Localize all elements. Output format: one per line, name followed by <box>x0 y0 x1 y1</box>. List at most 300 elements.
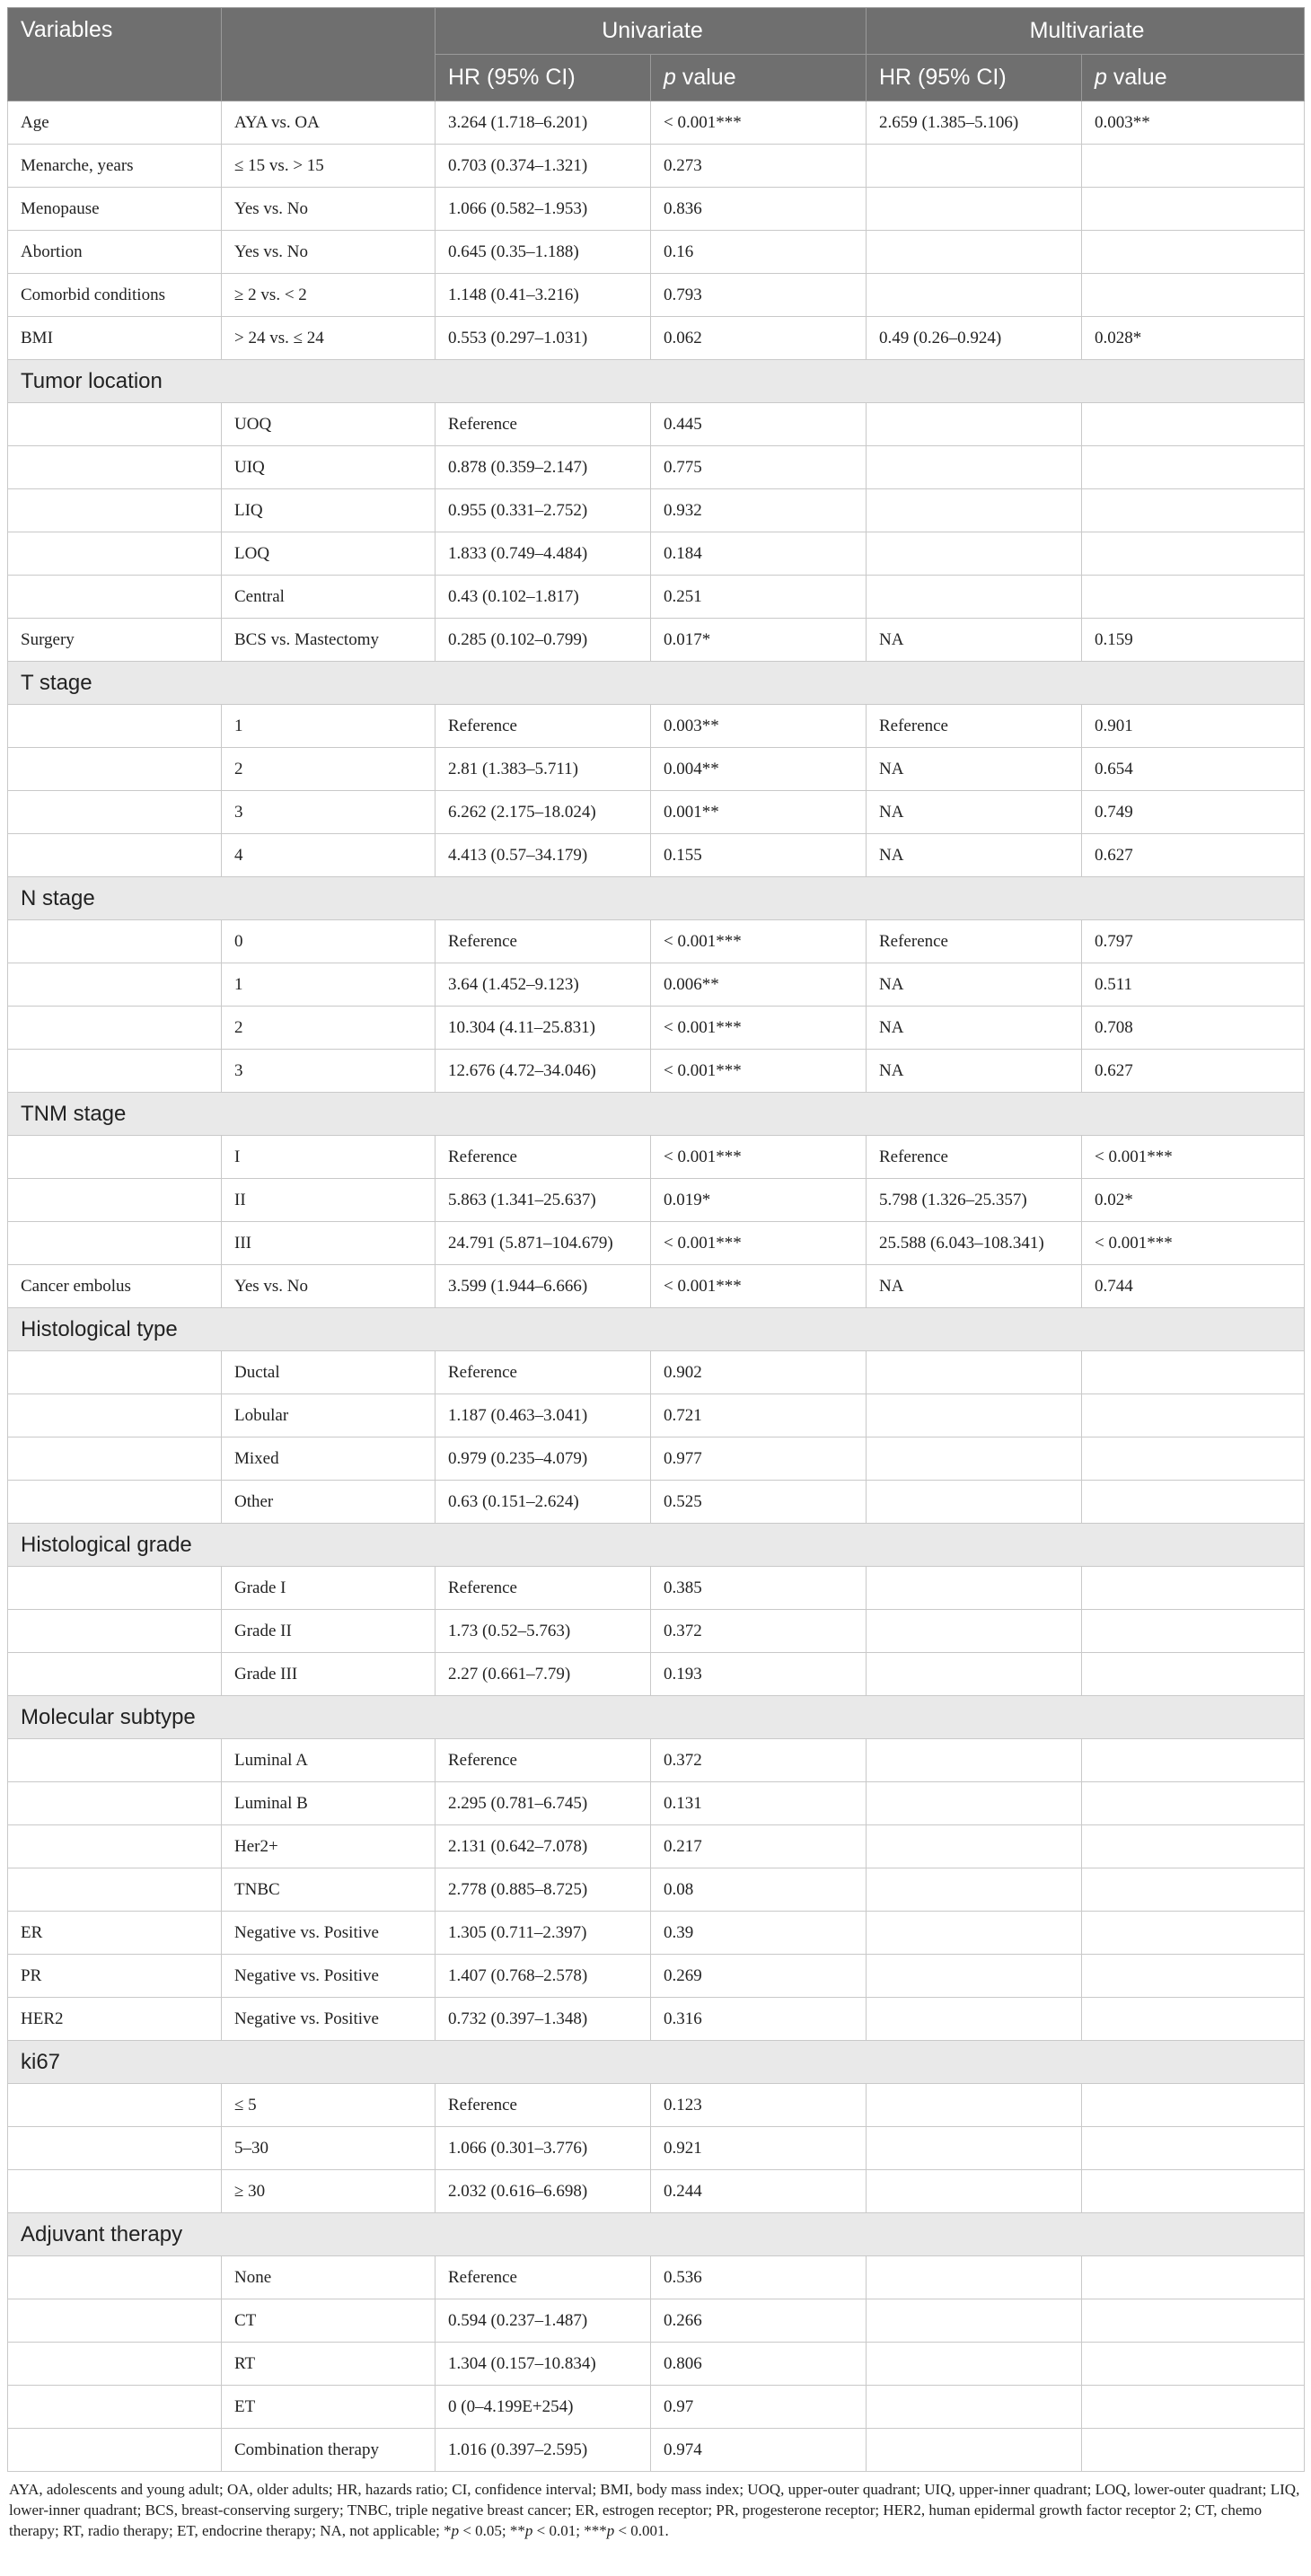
cell-variable: Surgery <box>8 619 222 662</box>
cell-comparison: BCS vs. Mastectomy <box>222 619 436 662</box>
cell-multivariate-p <box>1082 532 1305 576</box>
cell-multivariate-hr <box>867 188 1082 231</box>
cell-comparison: ≥ 2 vs. < 2 <box>222 274 436 317</box>
cell-multivariate-p <box>1082 2299 1305 2343</box>
cell-multivariate-hr <box>867 532 1082 576</box>
table-row <box>8 2343 1305 2386</box>
cell-univariate-p: 0.184 <box>651 532 867 576</box>
cell-variable <box>8 1136 222 1179</box>
cell-univariate-hr: Reference <box>436 1351 651 1394</box>
table-footnote <box>7 2472 1304 2541</box>
cell-multivariate-hr <box>867 446 1082 489</box>
cell-univariate-p: 0.97 <box>651 2386 867 2429</box>
cell-comparison: 3 <box>222 791 436 834</box>
cell-multivariate-p <box>1082 2127 1305 2170</box>
cell-multivariate-p <box>1082 2429 1305 2472</box>
cell-univariate-hr: 0.553 (0.297–1.031) <box>436 317 651 360</box>
cell-variable: Comorbid conditions <box>8 274 222 317</box>
cell-comparison: 1 <box>222 963 436 1007</box>
cell-univariate-p: 0.372 <box>651 1739 867 1782</box>
cell-multivariate-p <box>1082 2256 1305 2299</box>
cell-univariate-hr: 3.64 (1.452–9.123) <box>436 963 651 1007</box>
table-row <box>8 1653 1305 1696</box>
cell-univariate-p: < 0.001*** <box>651 1007 867 1050</box>
section-row <box>8 877 1305 920</box>
table-row <box>8 532 1305 576</box>
table-row <box>8 1222 1305 1265</box>
cell-multivariate-hr: NA <box>867 834 1082 877</box>
section-label: Molecular subtype <box>8 1696 1305 1739</box>
cell-comparison: Negative vs. Positive <box>222 1955 436 1998</box>
cell-univariate-hr: 1.304 (0.157–10.834) <box>436 2343 651 2386</box>
cell-univariate-p: 0.806 <box>651 2343 867 2386</box>
cell-variable <box>8 834 222 877</box>
cell-comparison: Mixed <box>222 1437 436 1481</box>
cell-multivariate-p <box>1082 145 1305 188</box>
cell-comparison: RT <box>222 2343 436 2386</box>
results-table-container <box>7 7 1304 2541</box>
section-row <box>8 1308 1305 1351</box>
cell-univariate-p: < 0.001*** <box>651 1050 867 1093</box>
cell-univariate-p: 0.273 <box>651 145 867 188</box>
cell-univariate-p: 0.251 <box>651 576 867 619</box>
cell-univariate-hr: 1.066 (0.582–1.953) <box>436 188 651 231</box>
cell-univariate-hr: Reference <box>436 2256 651 2299</box>
cell-multivariate-hr: NA <box>867 619 1082 662</box>
cell-variable <box>8 1007 222 1050</box>
cell-multivariate-hr <box>867 2299 1082 2343</box>
cell-multivariate-p: 0.003** <box>1082 101 1305 145</box>
cell-univariate-p: 0.155 <box>651 834 867 877</box>
cell-multivariate-p: 0.654 <box>1082 748 1305 791</box>
cell-univariate-hr: 2.295 (0.781–6.745) <box>436 1782 651 1825</box>
cell-univariate-p: 0.017* <box>651 619 867 662</box>
section-label: T stage <box>8 662 1305 705</box>
cell-comparison: Grade II <box>222 1610 436 1653</box>
cell-variable <box>8 1179 222 1222</box>
cell-variable: Cancer embolus <box>8 1265 222 1308</box>
cell-comparison: 3 <box>222 1050 436 1093</box>
cell-variable <box>8 1610 222 1653</box>
cell-univariate-hr: 1.73 (0.52–5.763) <box>436 1610 651 1653</box>
table-row <box>8 1437 1305 1481</box>
cell-multivariate-p <box>1082 489 1305 532</box>
table-row <box>8 963 1305 1007</box>
cell-multivariate-p: < 0.001*** <box>1082 1222 1305 1265</box>
cell-multivariate-p <box>1082 1955 1305 1998</box>
cell-variable <box>8 2170 222 2213</box>
table-row <box>8 1868 1305 1912</box>
table-row <box>8 705 1305 748</box>
section-label: Adjuvant therapy <box>8 2213 1305 2256</box>
cell-univariate-p: 0.217 <box>651 1825 867 1868</box>
section-label: TNM stage <box>8 1093 1305 1136</box>
cell-comparison: TNBC <box>222 1868 436 1912</box>
cell-univariate-p: 0.004** <box>651 748 867 791</box>
footnote-sig1-text: < 0.05; <box>459 2522 510 2539</box>
table-row <box>8 1998 1305 2041</box>
cell-multivariate-p: 0.028* <box>1082 317 1305 360</box>
cell-comparison: I <box>222 1136 436 1179</box>
section-row <box>8 360 1305 403</box>
cell-comparison: None <box>222 2256 436 2299</box>
cell-multivariate-p <box>1082 188 1305 231</box>
cell-variable <box>8 2429 222 2472</box>
table-row <box>8 576 1305 619</box>
cell-comparison: Her2+ <box>222 1825 436 1868</box>
cell-comparison: LOQ <box>222 532 436 576</box>
cell-univariate-hr: 0 (0–4.199E+254) <box>436 2386 651 2429</box>
cell-univariate-p: 0.244 <box>651 2170 867 2213</box>
cell-univariate-p: 0.003** <box>651 705 867 748</box>
cell-univariate-hr: Reference <box>436 2084 651 2127</box>
cell-multivariate-hr <box>867 2256 1082 2299</box>
table-row <box>8 619 1305 662</box>
cell-univariate-p: 0.16 <box>651 231 867 274</box>
cell-univariate-hr: 2.778 (0.885–8.725) <box>436 1868 651 1912</box>
footnote-p-letter: p <box>524 2522 533 2539</box>
cell-variable <box>8 1222 222 1265</box>
cell-variable <box>8 446 222 489</box>
cell-univariate-hr: 4.413 (0.57–34.179) <box>436 834 651 877</box>
cell-univariate-p: 0.721 <box>651 1394 867 1437</box>
section-row <box>8 1696 1305 1739</box>
cell-univariate-p: 0.08 <box>651 1868 867 1912</box>
cell-variable <box>8 2343 222 2386</box>
cell-univariate-p: 0.525 <box>651 1481 867 1524</box>
cell-univariate-hr: 3.264 (1.718–6.201) <box>436 101 651 145</box>
cell-univariate-p: 0.932 <box>651 489 867 532</box>
cell-univariate-hr: Reference <box>436 403 651 446</box>
cell-univariate-p: 0.131 <box>651 1782 867 1825</box>
cell-variable <box>8 1050 222 1093</box>
table-row <box>8 1481 1305 1524</box>
cell-variable <box>8 1653 222 1696</box>
cell-multivariate-p <box>1082 1351 1305 1394</box>
footnote-p-letter: p <box>451 2522 460 2539</box>
cell-multivariate-hr: 0.49 (0.26–0.924) <box>867 317 1082 360</box>
cell-univariate-p: 0.001** <box>651 791 867 834</box>
cell-multivariate-p <box>1082 1653 1305 1696</box>
cell-multivariate-p <box>1082 1825 1305 1868</box>
cell-multivariate-hr <box>867 2170 1082 2213</box>
cell-multivariate-p: 0.749 <box>1082 791 1305 834</box>
cell-univariate-p: < 0.001*** <box>651 1136 867 1179</box>
cell-variable: Abortion <box>8 231 222 274</box>
cell-multivariate-hr <box>867 145 1082 188</box>
cell-comparison: UIQ <box>222 446 436 489</box>
header-univariate-p <box>651 55 867 101</box>
table-row <box>8 1351 1305 1394</box>
cell-comparison: CT <box>222 2299 436 2343</box>
cell-multivariate-hr <box>867 2127 1082 2170</box>
table-row <box>8 1136 1305 1179</box>
table-row <box>8 1739 1305 1782</box>
table-row <box>8 1610 1305 1653</box>
table-row <box>8 748 1305 791</box>
section-row <box>8 1524 1305 1567</box>
cell-variable <box>8 532 222 576</box>
cell-univariate-hr: 0.594 (0.237–1.487) <box>436 2299 651 2343</box>
cell-comparison: 2 <box>222 748 436 791</box>
cell-variable <box>8 1567 222 1610</box>
cell-univariate-p: 0.316 <box>651 1998 867 2041</box>
table-row <box>8 1955 1305 1998</box>
table-row <box>8 403 1305 446</box>
cell-multivariate-p: 0.159 <box>1082 619 1305 662</box>
section-row <box>8 2041 1305 2084</box>
cell-univariate-hr: 1.148 (0.41–3.216) <box>436 274 651 317</box>
cell-univariate-p: 0.269 <box>651 1955 867 1998</box>
table-row <box>8 791 1305 834</box>
cell-variable <box>8 791 222 834</box>
header-comparison <box>222 8 436 101</box>
section-row <box>8 662 1305 705</box>
cell-univariate-p: 0.836 <box>651 188 867 231</box>
table-row <box>8 2170 1305 2213</box>
cell-multivariate-hr: Reference <box>867 705 1082 748</box>
cell-comparison: Yes vs. No <box>222 1265 436 1308</box>
cell-variable <box>8 1825 222 1868</box>
cell-multivariate-p <box>1082 1394 1305 1437</box>
section-label: Tumor location <box>8 360 1305 403</box>
table-row <box>8 2386 1305 2429</box>
footnote-sig2-text: < 0.01; <box>532 2522 585 2539</box>
table-row <box>8 1007 1305 1050</box>
cell-comparison: Grade I <box>222 1567 436 1610</box>
table-header <box>8 8 1305 101</box>
p-letter: p <box>664 65 676 90</box>
cell-univariate-p: 0.266 <box>651 2299 867 2343</box>
cell-multivariate-p <box>1082 2170 1305 2213</box>
table-row <box>8 2429 1305 2472</box>
table-row <box>8 2299 1305 2343</box>
cell-variable: Menarche, years <box>8 145 222 188</box>
cell-comparison: Negative vs. Positive <box>222 1912 436 1955</box>
cell-variable <box>8 1394 222 1437</box>
cell-univariate-hr: 0.645 (0.35–1.188) <box>436 231 651 274</box>
cell-univariate-hr: 0.285 (0.102–0.799) <box>436 619 651 662</box>
cell-variable: Menopause <box>8 188 222 231</box>
cell-univariate-hr: 24.791 (5.871–104.679) <box>436 1222 651 1265</box>
cell-comparison: Other <box>222 1481 436 1524</box>
cell-univariate-p: 0.445 <box>651 403 867 446</box>
cell-univariate-hr: Reference <box>436 705 651 748</box>
cell-comparison: 0 <box>222 920 436 963</box>
cell-univariate-hr: Reference <box>436 1136 651 1179</box>
table-row <box>8 1179 1305 1222</box>
cell-comparison: UOQ <box>222 403 436 446</box>
cell-variable: BMI <box>8 317 222 360</box>
cell-multivariate-hr <box>867 489 1082 532</box>
cell-univariate-hr: 6.262 (2.175–18.024) <box>436 791 651 834</box>
cell-multivariate-hr: NA <box>867 791 1082 834</box>
cell-multivariate-p <box>1082 2084 1305 2127</box>
cell-multivariate-hr: NA <box>867 748 1082 791</box>
cell-univariate-hr: 2.81 (1.383–5.711) <box>436 748 651 791</box>
cell-variable <box>8 576 222 619</box>
cell-variable <box>8 705 222 748</box>
cell-comparison: III <box>222 1222 436 1265</box>
cell-multivariate-hr <box>867 1351 1082 1394</box>
table-body <box>8 101 1305 2472</box>
cell-multivariate-p: 0.511 <box>1082 963 1305 1007</box>
cell-comparison: ≥ 30 <box>222 2170 436 2213</box>
cell-univariate-p: 0.921 <box>651 2127 867 2170</box>
cell-multivariate-hr: 5.798 (1.326–25.357) <box>867 1179 1082 1222</box>
cell-comparison: ET <box>222 2386 436 2429</box>
table-row <box>8 188 1305 231</box>
cell-univariate-p: < 0.001*** <box>651 1222 867 1265</box>
section-label: Histological grade <box>8 1524 1305 1567</box>
cell-variable <box>8 2386 222 2429</box>
table-row <box>8 317 1305 360</box>
cell-multivariate-p <box>1082 1868 1305 1912</box>
cell-multivariate-p <box>1082 1912 1305 1955</box>
cell-multivariate-p: < 0.001*** <box>1082 1136 1305 1179</box>
cell-multivariate-hr <box>867 1912 1082 1955</box>
footnote-p-letter: p <box>606 2522 615 2539</box>
cox-regression-table <box>7 7 1305 2472</box>
cell-multivariate-p <box>1082 576 1305 619</box>
table-row <box>8 2084 1305 2127</box>
cell-comparison: Luminal B <box>222 1782 436 1825</box>
cell-multivariate-hr <box>867 1394 1082 1437</box>
cell-univariate-hr: 0.878 (0.359–2.147) <box>436 446 651 489</box>
cell-comparison: Ductal <box>222 1351 436 1394</box>
table-row <box>8 920 1305 963</box>
cell-comparison: Combination therapy <box>222 2429 436 2472</box>
cell-multivariate-p: 0.627 <box>1082 834 1305 877</box>
cell-univariate-hr: 1.016 (0.397–2.595) <box>436 2429 651 2472</box>
cell-comparison: 2 <box>222 1007 436 1050</box>
cell-multivariate-hr: Reference <box>867 920 1082 963</box>
cell-multivariate-hr <box>867 2386 1082 2429</box>
header-multivariate-p <box>1082 55 1305 101</box>
cell-variable <box>8 2256 222 2299</box>
cell-univariate-p: 0.974 <box>651 2429 867 2472</box>
cell-variable <box>8 1481 222 1524</box>
cell-multivariate-hr <box>867 2429 1082 2472</box>
cell-multivariate-hr: NA <box>867 1050 1082 1093</box>
cell-univariate-hr: 1.833 (0.749–4.484) <box>436 532 651 576</box>
cell-univariate-hr: 2.27 (0.661–7.79) <box>436 1653 651 1696</box>
footnote-sig2-symbol: ** <box>509 2522 525 2539</box>
cell-univariate-hr: 0.703 (0.374–1.321) <box>436 145 651 188</box>
cell-multivariate-hr <box>867 2084 1082 2127</box>
cell-univariate-hr: 0.955 (0.331–2.752) <box>436 489 651 532</box>
cell-univariate-hr: 0.43 (0.102–1.817) <box>436 576 651 619</box>
cell-comparison: Grade III <box>222 1653 436 1696</box>
cell-variable <box>8 2084 222 2127</box>
cell-multivariate-hr: Reference <box>867 1136 1082 1179</box>
header-univariate-hr: HR (95% CI) <box>436 55 651 101</box>
p-letter: p <box>1095 65 1107 90</box>
cell-comparison: Luminal A <box>222 1739 436 1782</box>
cell-multivariate-p: 0.901 <box>1082 705 1305 748</box>
cell-multivariate-p <box>1082 2343 1305 2386</box>
header-univariate: Univariate <box>436 8 867 55</box>
cell-variable: PR <box>8 1955 222 1998</box>
cell-multivariate-hr <box>867 1653 1082 1696</box>
section-label: ki67 <box>8 2041 1305 2084</box>
cell-multivariate-p <box>1082 1610 1305 1653</box>
cell-variable <box>8 1351 222 1394</box>
cell-variable <box>8 963 222 1007</box>
cell-variable <box>8 1739 222 1782</box>
cell-multivariate-p: 0.708 <box>1082 1007 1305 1050</box>
table-row <box>8 1394 1305 1437</box>
cell-multivariate-hr <box>867 1955 1082 1998</box>
cell-univariate-p: 0.385 <box>651 1567 867 1610</box>
cell-univariate-p: < 0.001*** <box>651 1265 867 1308</box>
cell-multivariate-p: 0.744 <box>1082 1265 1305 1308</box>
table-row <box>8 2256 1305 2299</box>
cell-univariate-p: 0.977 <box>651 1437 867 1481</box>
cell-multivariate-p <box>1082 231 1305 274</box>
table-row <box>8 145 1305 188</box>
cell-variable <box>8 2127 222 2170</box>
cell-multivariate-p <box>1082 2386 1305 2429</box>
cell-variable <box>8 1782 222 1825</box>
cell-multivariate-p <box>1082 1739 1305 1782</box>
cell-multivariate-hr <box>867 1998 1082 2041</box>
table-row <box>8 1825 1305 1868</box>
cell-multivariate-hr <box>867 1825 1082 1868</box>
cell-comparison: ≤ 5 <box>222 2084 436 2127</box>
cell-variable <box>8 403 222 446</box>
cell-univariate-hr: 5.863 (1.341–25.637) <box>436 1179 651 1222</box>
cell-variable: HER2 <box>8 1998 222 2041</box>
cell-univariate-p: 0.775 <box>651 446 867 489</box>
cell-multivariate-p: 0.797 <box>1082 920 1305 963</box>
cell-comparison: Negative vs. Positive <box>222 1998 436 2041</box>
cell-univariate-p: 0.193 <box>651 1653 867 1696</box>
cell-multivariate-hr <box>867 576 1082 619</box>
cell-multivariate-p <box>1082 1998 1305 2041</box>
cell-comparison: Yes vs. No <box>222 188 436 231</box>
cell-multivariate-hr <box>867 1481 1082 1524</box>
cell-multivariate-hr <box>867 1782 1082 1825</box>
cell-comparison: 4 <box>222 834 436 877</box>
section-label: Histological type <box>8 1308 1305 1351</box>
table-row <box>8 1782 1305 1825</box>
cell-variable: ER <box>8 1912 222 1955</box>
cell-multivariate-hr: NA <box>867 963 1082 1007</box>
cell-comparison: II <box>222 1179 436 1222</box>
cell-multivariate-hr: 25.588 (6.043–108.341) <box>867 1222 1082 1265</box>
cell-variable <box>8 1437 222 1481</box>
header-multivariate-hr: HR (95% CI) <box>867 55 1082 101</box>
cell-univariate-p: 0.793 <box>651 274 867 317</box>
cell-univariate-p: 0.536 <box>651 2256 867 2299</box>
cell-comparison: ≤ 15 vs. > 15 <box>222 145 436 188</box>
section-row <box>8 1093 1305 1136</box>
cell-multivariate-hr <box>867 403 1082 446</box>
cell-comparison: > 24 vs. ≤ 24 <box>222 317 436 360</box>
cell-multivariate-hr: NA <box>867 1007 1082 1050</box>
cell-multivariate-p: 0.627 <box>1082 1050 1305 1093</box>
section-label: N stage <box>8 877 1305 920</box>
table-row <box>8 231 1305 274</box>
cell-multivariate-hr <box>867 1868 1082 1912</box>
table-row <box>8 489 1305 532</box>
cell-univariate-p: 0.372 <box>651 1610 867 1653</box>
p-value-word: value <box>1106 65 1167 90</box>
cell-comparison: 5–30 <box>222 2127 436 2170</box>
cell-multivariate-p <box>1082 403 1305 446</box>
cell-multivariate-p <box>1082 1567 1305 1610</box>
